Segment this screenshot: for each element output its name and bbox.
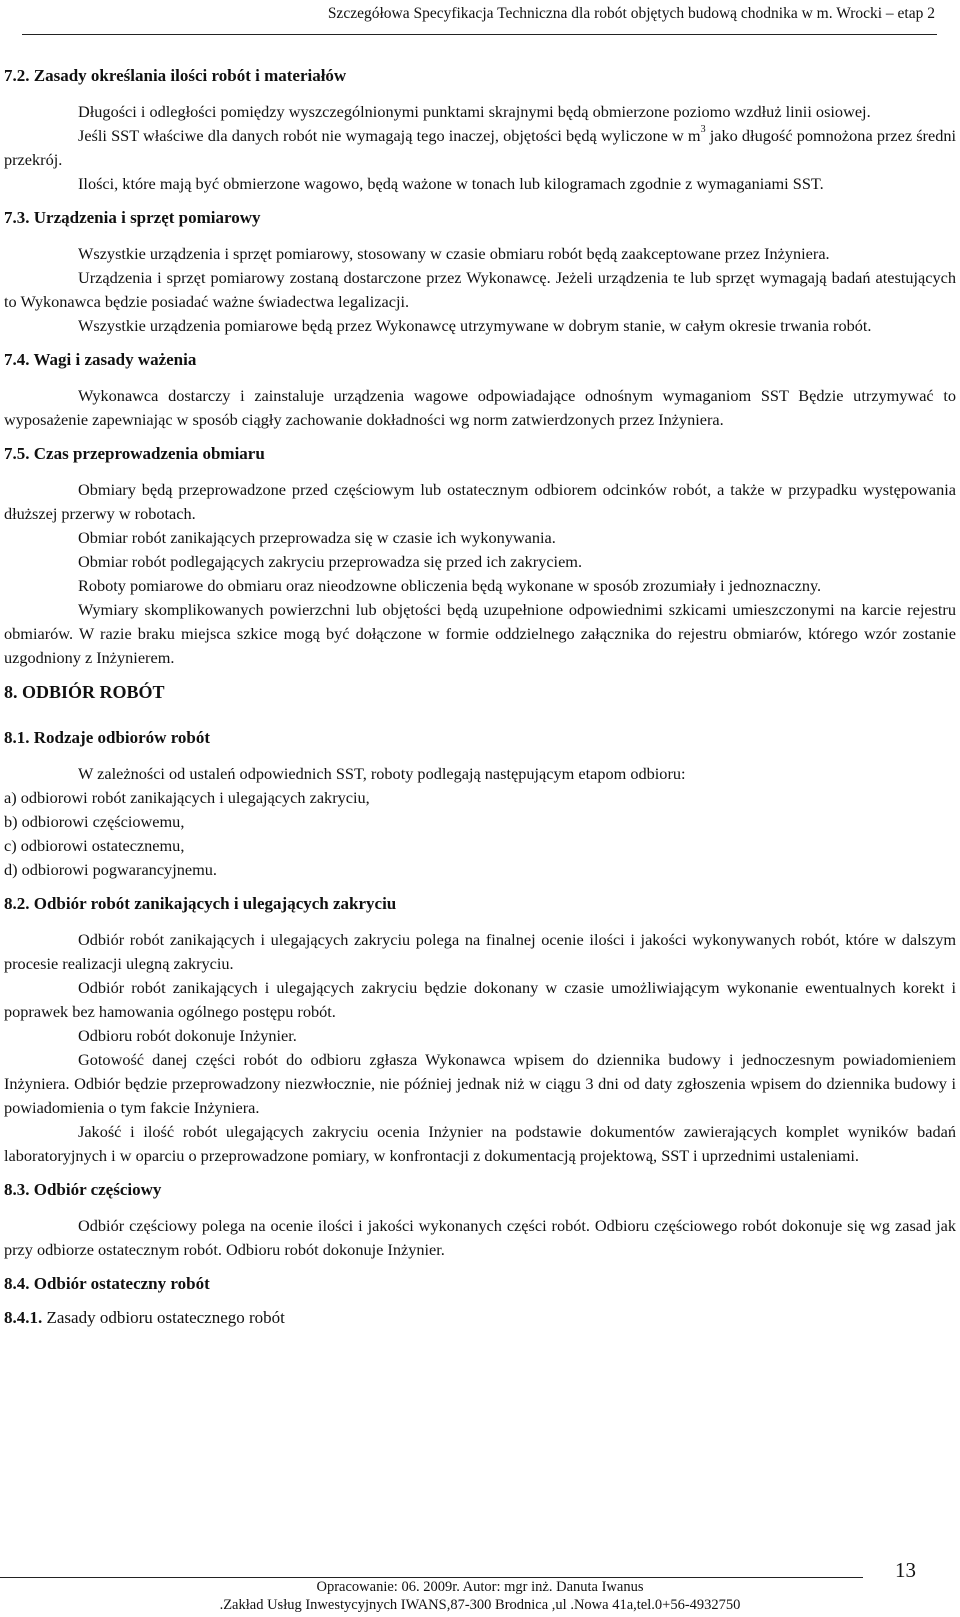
section-heading-8-3: 8.3. Odbiór częściowy [4,1180,162,1199]
paragraph: Wymiary skomplikowanych powierzchni lub objętości będą uzupełnione odpowiednimi szkicami umieszczonymi na karcie rejestru obmiarów. W razie braku miejsca szkice mogą być dołączone w formie oddzielnego załącznika do rejestru obmiarów, którego wzór zostanie uzgodniony z Inżynierem. [4,600,956,667]
header-rule [22,34,937,35]
section-heading-8-4: 8.4. Odbiór ostateczny robót [4,1274,210,1293]
list-item: c) odbiorowi ostatecznemu, [4,836,185,855]
paragraph: Odbiór robót zanikających i ulegających zakryciu będzie dokonany w czasie umożliwiającym wykonanie ewentualnych korekt i poprawek bez hamowania ogólnego postępu robót. [4,978,956,1021]
paragraph: Długości i odległości pomiędzy wyszczególnionymi punktami skrajnymi będą obmierzone poziomo wzdłuż linii osiowej. [78,102,871,121]
paragraph: Wszystkie urządzenia i sprzęt pomiarowy, stosowany w czasie obmiaru robót będą zaakceptowane przez Inżyniera. [78,244,830,263]
running-header: Szczegółowa Specyfikacja Techniczna dla robót objętych budową chodnika w m. Wrocki – etap 2 [327,5,935,22]
paragraph: Odbioru robót dokonuje Inżynier. [78,1026,297,1045]
superscript: 3 [700,123,706,135]
list-item: b) odbiorowi częściowemu, [4,812,185,831]
page-number: 13 [895,1558,916,1582]
subsection-heading-8-4-1: 8.4.1. Zasady odbioru ostatecznego robót [4,1308,285,1327]
paragraph: Obmiar robót podlegających zakryciu przeprowadza się przed ich zakryciem. [78,552,583,571]
paragraph: Odbiór częściowy polega na ocenie ilości i jakości wykonanych części robót. Odbioru częściowego robót dokonuje się wg zasad jak przy odbiorze ostatecznym robót. Odbioru robót dokonuje Inżynier. [4,1216,956,1259]
footer-company-line: .Zakład Usług Inwestycyjnych IWANS,87-300 Brodnica ,ul .Nowa 41a,tel.0+56-4932750 [219,1597,741,1613]
section-heading-7-4: 7.4. Wagi i zasady ważenia [4,350,197,369]
paragraph: Wszystkie urządzenia pomiarowe będą przez Wykonawcę utrzymywane w dobrym stanie, w całym okresie trwania robót. [78,316,872,335]
paragraph: Jakość i ilość robót ulegających zakryciu ocenia Inżynier na podstawie dokumentów zawierających komplet wyników badań laboratoryjnych i w oparciu o przeprowadzone pomiary, w konfrontacji z dokumentacją projektową, SST i uprzednimi ustaleniami. [4,1122,956,1165]
paragraph: Wykonawca dostarczy i zainstaluje urządzenia wagowe odpowiadające odnośnym wymaganiom SST Będzie utrzymywać to wyposażenie zapewniając w sposób ciągły zachowanie dokładności wg norm zatwierdzonych przez Inżyniera. [4,386,956,429]
paragraph: Obmiary będą przeprowadzone przed częściowym lub ostatecznym odbiorem odcinków robót, a także w przypadku występowania dłuższej przerwy w robotach. [4,480,956,523]
paragraph: Odbiór robót zanikających i ulegających zakryciu polega na finalnej ocenie ilości i jakości wykonywanych robót, które w dalszym procesie realizacji ulegną zakryciu. [4,930,956,973]
paragraph-volume: Jeśli SST właściwe dla danych robót nie wymagają tego inaczej, objętości będą wyliczone w $m^3$ jako długość pomnożona przez średni przekrój. [4,123,957,169]
paragraph: Obmiar robót zanikających przeprowadza się w czasie ich wykonywania. [78,528,556,547]
section-heading-8-2: 8.2. Odbiór robót zanikających i ulegających zakryciu [4,894,397,913]
list-item: a) odbiorowi robót zanikających i ulegających zakryciu, [4,788,370,807]
paragraph: Gotowość danej części robót do odbioru zgłasza Wykonawca wpisem do dziennika budowy i jednoczesnym powiadomieniem Inżyniera. Odbiór będzie przeprowadzony niezwłocznie, nie później jednak niż w ciągu 3 dni od daty zgłoszenia wpisem do dziennika budowy i powiadomienia o tym fakcie Inżyniera. [4,1050,956,1117]
paragraph: Roboty pomiarowe do obmiaru oraz nieodzowne obliczenia będą wykonane w sposób zrozumiały i jednoznaczny. [78,576,822,595]
list-item: d) odbiorowi pogwarancyjnemu. [4,860,217,879]
section-heading-7-5: 7.5. Czas przeprowadzenia obmiaru [4,444,265,463]
section-heading-8-1: 8.1. Rodzaje odbiorów robót [4,728,211,747]
acceptance-types-list [4,786,956,882]
section-heading-7-2: 7.2. Zasady określania ilości robót i materiałów [4,66,347,85]
paragraph: W zależności od ustaleń odpowiednich SST, roboty podlegają następującym etapom odbioru: [78,764,686,783]
footer-author-line: Opracowanie: 06. 2009r. Autor: mgr inż. Danuta Iwanus [316,1579,644,1595]
paragraph: Urządzenia i sprzęt pomiarowy zostaną dostarczone przez Wykonawcę. Jeżeli urządzenia te lub sprzęt wymagają badań atestujących to Wykonawca będzie posiadać ważne świadectwa legalizacji. [4,268,956,311]
document-body [4,64,956,1330]
chapter-heading-8: 8. ODBIÓR ROBÓT [4,682,165,702]
paragraph: Ilości, które mają być obmierzone wagowo, będą ważone w tonach lub kilogramach zgodnie z wymaganiami SST. [78,174,824,193]
section-heading-7-3: 7.3. Urządzenia i sprzęt pomiarowy [4,208,261,227]
